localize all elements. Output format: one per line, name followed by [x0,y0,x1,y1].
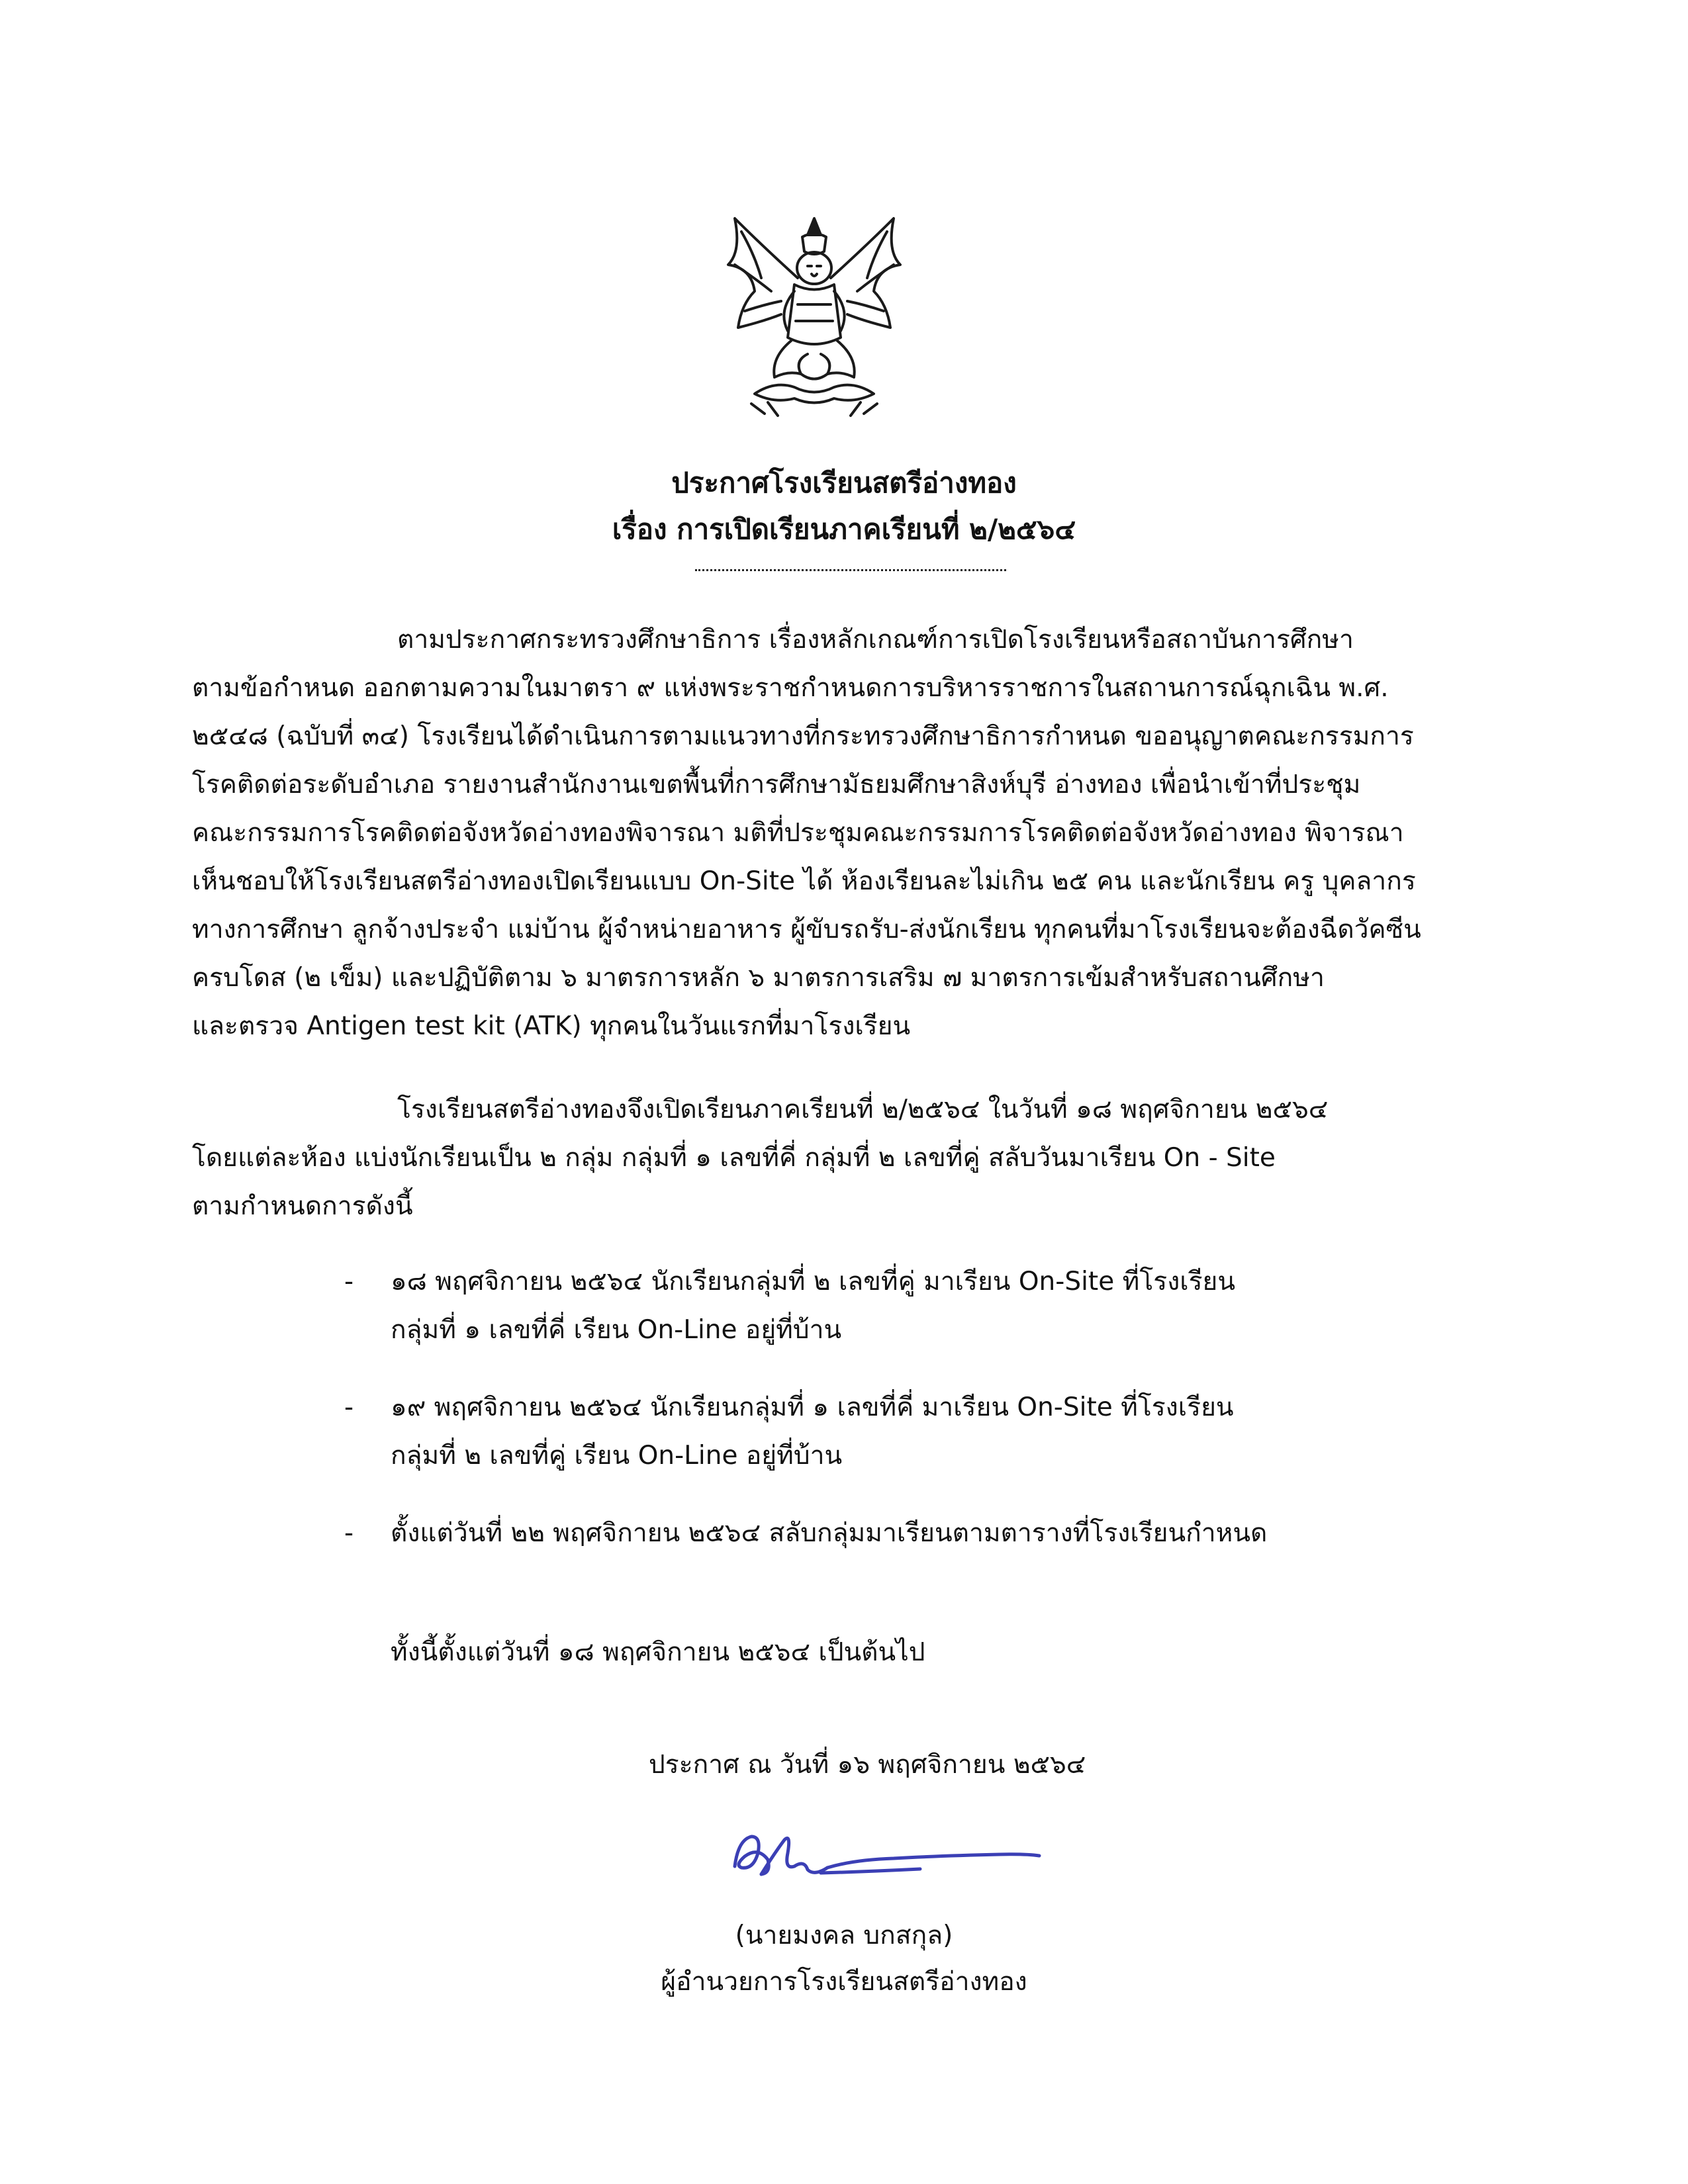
paragraph-line: ๒๕๔๘ (ฉบับที่ ๓๔) โรงเรียนได้ดำเนินการตามแนวทางที่กระทรวงศึกษาธิการกำหนด ขออนุญาตคณะกรรมการ [192,721,1414,751]
separator-dotted-line [695,569,1006,571]
paragraph-line: ครบโดส (๒ เข็ม) และปฏิบัติตาม ๖ มาตรการหลัก ๖ มาตรการเสริม ๗ มาตรการเข้มสำหรับสถานศึกษา [192,963,1325,993]
paragraph-line: ตามกำหนดการดังนี้ [192,1191,413,1221]
bullet-dash: - [344,1518,354,1548]
paragraph-line: คณะกรรมการโรคติดต่อจังหวัดอ่างทองพิจารณา มติที่ประชุมคณะกรรมการโรคติดต่อจังหวัดอ่างทอง พิจารณา [192,818,1404,848]
schedule-item-line: ๑๙ พฤศจิกายน ๒๕๖๔ นักเรียนกลุ่มที่ ๑ เลขที่คี่ มาเรียน On-Site ที่โรงเรียน [391,1392,1234,1422]
paragraph-line: ตามประกาศกระทรวงศึกษาธิการ เรื่องหลักเกณฑ์การเปิดโรงเรียนหรือสถาบันการศึกษา [397,625,1354,655]
paragraph-line: โดยแต่ละห้อง แบ่งนักเรียนเป็น ๒ กลุ่ม กลุ่มที่ ๑ เลขที่คี่ กลุ่มที่ ๒ เลขที่คู่ สลับวันมาเรียน On - Site [192,1143,1276,1173]
schedule-item-line: ตั้งแต่วันที่ ๒๒ พฤศจิกายน ๒๕๖๔ สลับกลุ่มมาเรียนตามตารางที่โรงเรียนกำหนด [391,1518,1268,1548]
schedule-item-line: กลุ่มที่ ๒ เลขที่คู่ เรียน On-Line อยู่ที่บ้าน [391,1441,843,1471]
schedule-item-line: ๑๘ พฤศจิกายน ๒๕๖๔ นักเรียนกลุ่มที่ ๒ เลขที่คู่ มาเรียน On-Site ที่โรงเรียน [391,1267,1236,1297]
signer-name: (นายมงคล บกสกุล) [735,1921,953,1950]
bullet-dash: - [344,1267,354,1297]
paragraph-line: ตามข้อกำหนด ออกตามความในมาตรา ๙ แห่งพระราชกำหนดการบริหารราชการในสถานการณ์ฉุกเฉิน พ.ศ. [192,673,1389,703]
paragraph-line: โรงเรียนสตรีอ่างทองจึงเปิดเรียนภาคเรียนที่ ๒/๒๕๖๔ ในวันที่ ๑๘ พฤศจิกายน ๒๕๖๔ [397,1095,1329,1124]
garuda-emblem-icon [715,205,914,430]
body-paragraph-1 [192,615,1503,1050]
schedule-item-line: กลุ่มที่ ๑ เลขที่คี่ เรียน On-Line อยู่ที่บ้าน [391,1315,842,1345]
paragraph-line: ทางการศึกษา ลูกจ้างประจำ แม่บ้าน ผู้จำหน่ายอาหาร ผู้ขับรถรับ-ส่งนักเรียน ทุกคนที่มาโรงเรียนจะต้องฉีดวัคซีน [192,915,1421,944]
bullet-dash: - [344,1392,354,1422]
handwritten-signature [722,1813,1053,1893]
schedule-item-3 [344,1509,1268,1557]
announcement-subject: เรื่อง การเปิดเรียนภาคเรียนที่ ๒/๒๕๖๔ [612,513,1076,545]
announcement-date: ประกาศ ณ วันที่ ๑๖ พฤศจิกายน ๒๕๖๔ [649,1750,1086,1780]
schedule-item-2 [344,1383,1234,1480]
paragraph-line: และตรวจ Antigen test kit (ATK) ทุกคนในวันแรกที่มาโรงเรียน [192,1011,911,1041]
announcement-title: ประกาศโรงเรียนสตรีอ่างทอง [671,467,1017,499]
body-paragraph-2 [192,1085,1503,1230]
effective-date-statement: ทั้งนี้ตั้งแต่วันที่ ๑๘ พฤศจิกายน ๒๕๖๔ เป็นต้นไป [391,1637,925,1667]
paragraph-line: โรคติดต่อระดับอำเภอ รายงานสำนักงานเขตพื้นที่การศึกษามัธยมศึกษาสิงห์บุรี อ่างทอง เพื่อนำเข้าที่ประชุม [192,770,1361,799]
schedule-item-1 [344,1257,1236,1354]
signer-title: ผู้อำนวยการโรงเรียนสตรีอ่างทอง [661,1967,1027,1997]
paragraph-line: เห็นชอบให้โรงเรียนสตรีอ่างทองเปิดเรียนแบบ On-Site ได้ ห้องเรียนละไม่เกิน ๒๕ คน และนักเรียน ครู บุคลากร [192,866,1416,896]
